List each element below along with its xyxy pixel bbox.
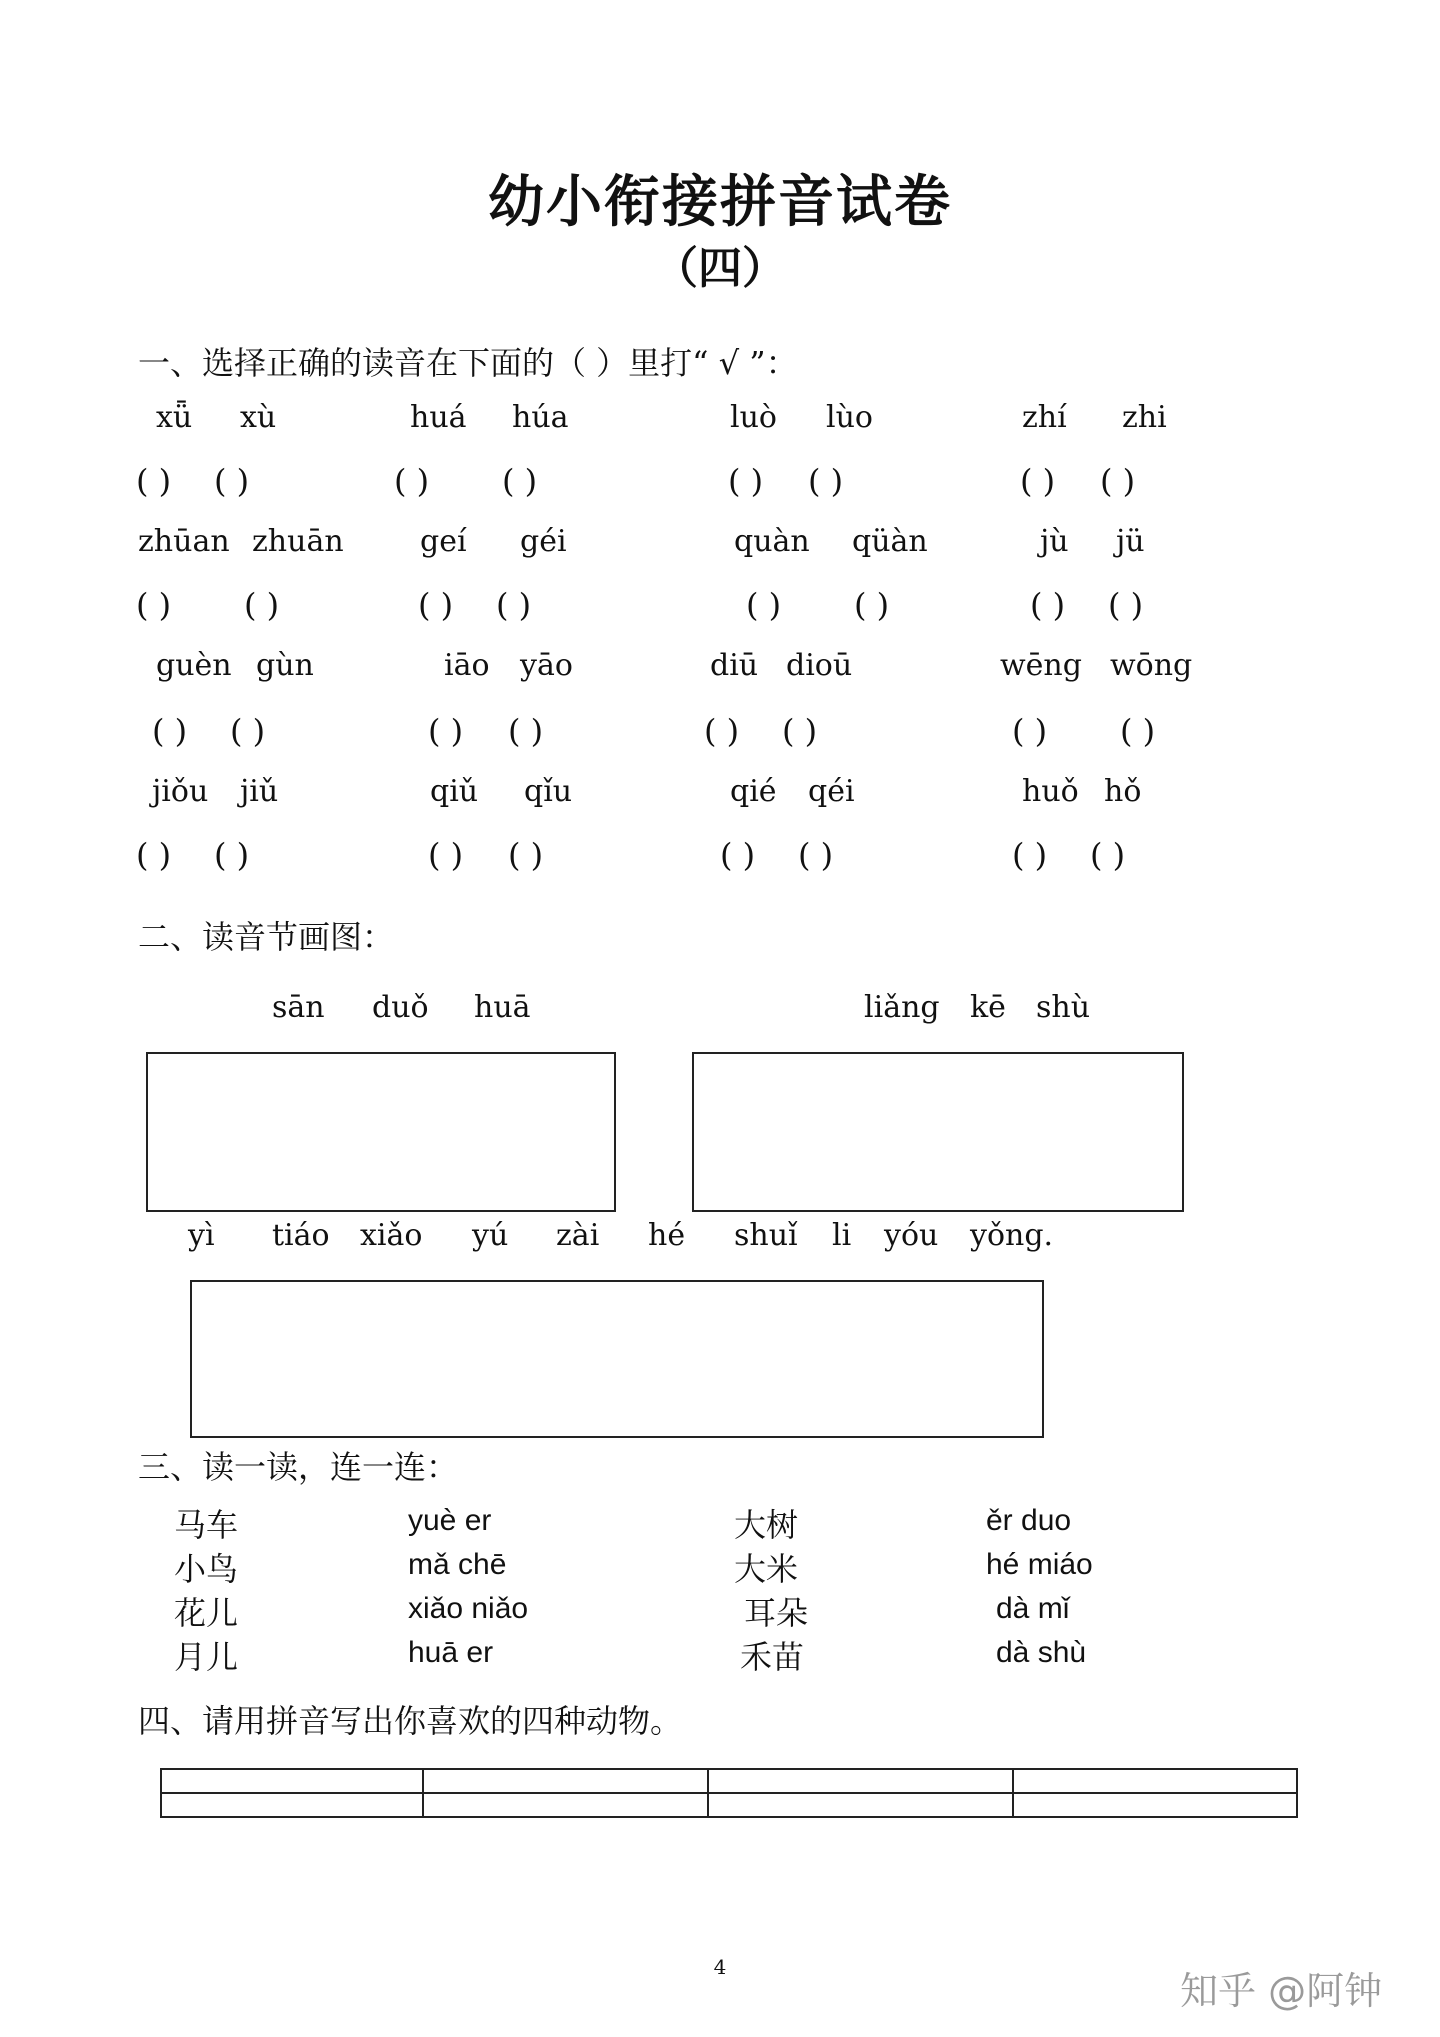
- answer-bracket[interactable]: ( ): [808, 462, 844, 500]
- pinyin-option: diū: [710, 648, 759, 683]
- pinyin-option: qüàn: [852, 524, 928, 559]
- word-hanzi[interactable]: 小鸟: [174, 1550, 239, 1588]
- answer-bracket[interactable]: ( ): [418, 586, 454, 624]
- pinyin-syllable: liǎng: [864, 990, 940, 1025]
- pinyin-option: jü: [1116, 524, 1145, 559]
- section3-heading: 三、读一读，连一连：: [138, 1448, 459, 1486]
- pinyin-option: géi: [520, 524, 567, 559]
- pinyin-option: iāo: [444, 648, 490, 683]
- pinyin-option: zhí: [1022, 400, 1067, 435]
- answer-cell[interactable]: [161, 1793, 423, 1817]
- pinyin-option: xǖ: [156, 400, 193, 435]
- pinyin-option: wēng: [1000, 648, 1082, 683]
- pinyin-syllable: duǒ: [372, 990, 429, 1025]
- answer-bracket[interactable]: ( ): [798, 836, 834, 874]
- answer-bracket[interactable]: ( ): [728, 462, 764, 500]
- pinyin-option: dioū: [786, 648, 853, 683]
- page-subtitle: （四）: [654, 243, 786, 294]
- pinyin-option: huǒ: [1022, 774, 1079, 809]
- pinyin-syllable: zài: [556, 1218, 600, 1253]
- page-number: 4: [713, 1955, 727, 1979]
- pinyin-syllable: yì: [188, 1218, 215, 1253]
- pinyin-option: yāo: [520, 648, 573, 683]
- pinyin-option: hǒ: [1104, 774, 1142, 809]
- pinyin-option: wōng: [1110, 648, 1193, 683]
- section4-heading: 四、请用拼音写出你喜欢的四种动物。: [138, 1702, 683, 1740]
- pinyin-option: geí: [420, 524, 467, 559]
- pinyin-option: guèn: [156, 648, 232, 683]
- watermark: 知乎 @阿钟: [1180, 1969, 1383, 2013]
- answer-bracket[interactable]: ( ): [214, 836, 250, 874]
- word-hanzi[interactable]: 禾苗: [740, 1638, 805, 1676]
- answer-bracket[interactable]: ( ): [1090, 836, 1126, 874]
- answer-bracket[interactable]: ( ): [214, 462, 250, 500]
- pinyin-syllable: tiáo: [272, 1218, 330, 1253]
- answer-bracket[interactable]: ( ): [508, 712, 544, 750]
- answer-grid: [160, 1768, 1298, 1818]
- pinyin-syllable: yóu: [884, 1218, 939, 1253]
- pinyin-syllable: shù: [1036, 990, 1091, 1025]
- answer-cell[interactable]: [1013, 1793, 1297, 1817]
- answer-bracket[interactable]: ( ): [854, 586, 890, 624]
- answer-bracket[interactable]: ( ): [230, 712, 266, 750]
- word-pinyin[interactable]: dà shù: [996, 1636, 1087, 1669]
- pinyin-syllable: kē: [970, 990, 1006, 1025]
- drawing-box-2[interactable]: [692, 1052, 1184, 1212]
- drawing-box-3[interactable]: [190, 1280, 1044, 1438]
- answer-bracket[interactable]: ( ): [1100, 462, 1136, 500]
- answer-bracket[interactable]: ( ): [1012, 836, 1048, 874]
- pinyin-option: qiǔ: [430, 774, 479, 809]
- answer-bracket[interactable]: ( ): [1012, 712, 1048, 750]
- word-hanzi[interactable]: 大树: [734, 1506, 799, 1544]
- answer-bracket[interactable]: ( ): [1020, 462, 1056, 500]
- answer-cell[interactable]: [708, 1793, 1013, 1817]
- pinyin-syllable: yú: [472, 1218, 509, 1253]
- answer-bracket[interactable]: ( ): [782, 712, 818, 750]
- word-pinyin[interactable]: dà mǐ: [996, 1592, 1070, 1625]
- answer-cell[interactable]: [161, 1769, 423, 1793]
- pinyin-option: zhi: [1122, 400, 1167, 435]
- pinyin-syllable: yǒng.: [970, 1218, 1054, 1253]
- pinyin-syllable: xiǎo: [360, 1218, 423, 1253]
- answer-bracket[interactable]: ( ): [746, 586, 782, 624]
- pinyin-syllable: li: [832, 1218, 852, 1253]
- word-hanzi[interactable]: 花儿: [174, 1594, 239, 1632]
- pinyin-option: quàn: [734, 524, 810, 559]
- word-pinyin[interactable]: yuè er: [408, 1504, 492, 1537]
- pinyin-option: huá: [410, 400, 467, 435]
- word-pinyin[interactable]: huā er: [408, 1636, 494, 1669]
- word-hanzi[interactable]: 月儿: [174, 1638, 239, 1676]
- pinyin-option: qǐu: [524, 774, 573, 809]
- pinyin-option: jù: [1040, 524, 1069, 559]
- pinyin-option: húa: [512, 400, 569, 435]
- answer-bracket[interactable]: ( ): [1120, 712, 1156, 750]
- answer-bracket[interactable]: ( ): [136, 836, 172, 874]
- answer-bracket[interactable]: ( ): [428, 836, 464, 874]
- answer-bracket[interactable]: ( ): [1030, 586, 1066, 624]
- pinyin-option: zhūan: [138, 524, 230, 559]
- pinyin-option: lùo: [826, 400, 873, 435]
- pinyin-syllable: shuǐ: [734, 1218, 798, 1253]
- answer-bracket[interactable]: ( ): [720, 836, 756, 874]
- answer-cell[interactable]: [1013, 1769, 1297, 1793]
- pinyin-syllable: huā: [474, 990, 531, 1025]
- pinyin-option: jiǒu: [152, 774, 209, 809]
- answer-cell[interactable]: [423, 1769, 708, 1793]
- pinyin-option: zhuān: [252, 524, 344, 559]
- pinyin-option: qéi: [808, 774, 855, 809]
- answer-bracket[interactable]: ( ): [1108, 586, 1144, 624]
- answer-bracket[interactable]: ( ): [502, 462, 538, 500]
- pinyin-syllable: hé: [648, 1218, 686, 1253]
- pinyin-option: gùn: [256, 648, 314, 683]
- page-title: 幼小衔接拼音试卷: [488, 169, 952, 235]
- answer-cell[interactable]: [423, 1793, 708, 1817]
- pinyin-option: xù: [240, 400, 277, 435]
- pinyin-syllable: sān: [272, 990, 325, 1025]
- answer-bracket[interactable]: ( ): [394, 462, 430, 500]
- answer-bracket[interactable]: ( ): [244, 586, 280, 624]
- section1-heading: 一、选择正确的读音在下面的（ ）里打“ √ ”：: [138, 344, 798, 382]
- answer-bracket[interactable]: ( ): [704, 712, 740, 750]
- drawing-box-1[interactable]: [146, 1052, 616, 1212]
- answer-cell[interactable]: [708, 1769, 1013, 1793]
- pinyin-option: jiǔ: [240, 774, 279, 809]
- word-hanzi[interactable]: 大米: [734, 1550, 799, 1588]
- answer-bracket[interactable]: ( ): [508, 836, 544, 874]
- answer-bracket[interactable]: ( ): [152, 712, 188, 750]
- section2-heading: 二、读音节画图：: [138, 918, 395, 956]
- answer-bracket[interactable]: ( ): [136, 586, 172, 624]
- word-pinyin[interactable]: hé miáo: [986, 1548, 1093, 1581]
- word-hanzi[interactable]: 马车: [174, 1506, 239, 1544]
- word-pinyin[interactable]: xiǎo niǎo: [408, 1592, 529, 1625]
- word-pinyin[interactable]: mǎ chē: [408, 1548, 507, 1581]
- word-pinyin[interactable]: ěr duo: [986, 1504, 1072, 1537]
- answer-bracket[interactable]: ( ): [496, 586, 532, 624]
- answer-bracket[interactable]: ( ): [136, 462, 172, 500]
- word-hanzi[interactable]: 耳朵: [744, 1594, 809, 1632]
- answer-bracket[interactable]: ( ): [428, 712, 464, 750]
- pinyin-option: qié: [730, 774, 777, 809]
- pinyin-option: luò: [730, 400, 777, 435]
